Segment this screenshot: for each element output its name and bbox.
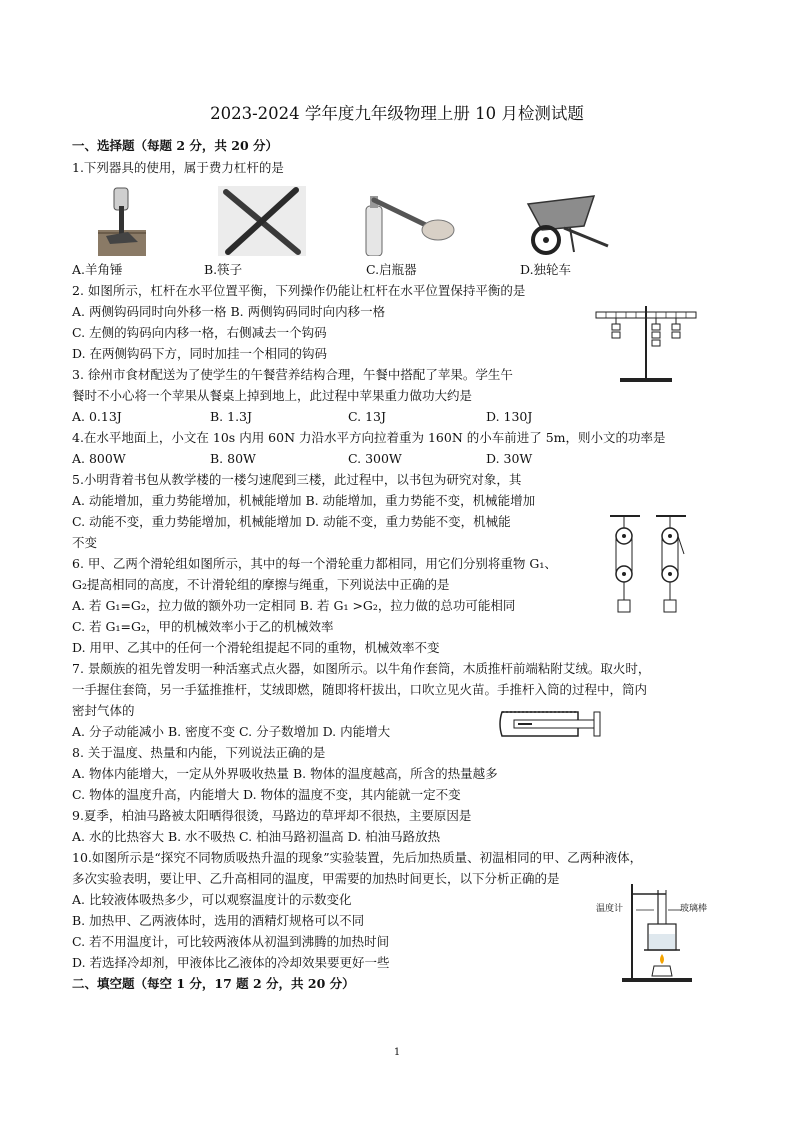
q8-options-cd: C. 物体的温度升高，内能增大 D. 物体的温度不变，其内能就一定不变: [72, 787, 461, 802]
glass-rod-label: 玻璃棒: [680, 904, 708, 914]
question-7-stem-line3: 密封气体的: [72, 703, 135, 718]
q1-option-a: A.羊角锤: [72, 262, 123, 277]
q1-option-c: C.启瓶器: [366, 262, 417, 277]
q3-option-d: D. 130J: [486, 409, 533, 424]
page-title: 2023-2024 学年度九年级物理上册 10 月检测试题: [210, 104, 584, 123]
lever-diagram: [592, 302, 702, 386]
heating-apparatus-diagram: [596, 880, 720, 986]
question-5-stem: 5.小明背着书包从教学楼的一楼匀速爬到三楼，此过程中，以书包为研究对象，其: [72, 472, 522, 487]
q10-option-d: D. 若选择冷却剂，甲液体比乙液体的冷却效果要更好一些: [72, 955, 390, 970]
q4-option-a: A. 800W: [72, 451, 126, 466]
q4-option-c: C. 300W: [348, 451, 402, 466]
q2-option-d: D. 在两侧钩码下方，同时加挂一个相同的钩码: [72, 346, 328, 361]
q4-option-b: B. 80W: [210, 451, 256, 466]
q2-option-c: C. 左侧的钩码向内移一格，右侧减去一个钩码: [72, 325, 327, 340]
q6-option-d: D. 用甲、乙其中的任何一个滑轮组提起不同的重物，机械效率不变: [72, 640, 440, 655]
q6-option-c: C. 若 G₁=G₂，甲的机械效率小于乙的机械效率: [72, 619, 334, 634]
q9-options: A. 水的比热容大 B. 水不吸热 C. 柏油马路初温高 D. 柏油马路放热: [72, 829, 441, 844]
q10-option-a: A. 比较液体吸热多少，可以观察温度计的示数变化: [72, 892, 352, 907]
page-number: 1: [393, 1047, 401, 1058]
bottle-opener-image: [362, 190, 458, 256]
q8-options-ab: A. 物体内能增大，一定从外界吸收热量 B. 物体的温度越高，所含的热量越多: [72, 766, 498, 781]
q6-options-ab: A. 若 G₁=G₂，拉力做的额外功一定相同 B. 若 G₁ >G₂，拉力做的总功可能相同: [72, 598, 516, 613]
q10-option-b: B. 加热甲、乙两液体时，选用的酒精灯规格可以不同: [72, 913, 365, 928]
hammer-image: [98, 186, 146, 256]
q5-options-cd: C. 动能不变，重力势能增加，机械能增加 D. 动能不变，重力势能不变，机械能: [72, 514, 511, 529]
q5-options-cd-cont: 不变: [72, 535, 98, 550]
question-7-stem-line2: 一手握住套筒，另一手猛推推杆，艾绒即燃，随即将杆拔出，口吹立见火苗。手推杆入筒的过程中，筒内: [72, 682, 648, 697]
q3-option-c: C. 13J: [348, 409, 386, 424]
q3-option-b: B. 1.3J: [210, 409, 253, 424]
pulley-diagram: [600, 512, 700, 622]
question-6-stem-line2: G₂提高相同的高度，不计滑轮组的摩擦与绳重，下列说法中正确的是: [72, 577, 450, 592]
q2-option-ab: A. 两侧钩码同时向外移一格 B. 两侧钩码同时向内移一格: [72, 304, 386, 319]
question-6-stem-line1: 6. 甲、乙两个滑轮组如图所示，其中的每一个滑轮重力都相同，用它们分别将重物 G₁、: [72, 556, 557, 571]
question-9-stem: 9.夏季，柏油马路被太阳晒得很烫，马路边的草坪却不很热，主要原因是: [72, 808, 472, 823]
fire-piston-diagram: [498, 706, 604, 742]
section-heading-choice: 一、选择题（每题 2 分，共 20 分）: [72, 138, 279, 153]
question-2-stem: 2. 如图所示，杠杆在水平位置平衡，下列操作仍能让杠杆在水平位置保持平衡的是: [72, 283, 526, 298]
q4-option-d: D. 30W: [486, 451, 533, 466]
wheelbarrow-image: [524, 186, 610, 258]
q1-option-b: B.筷子: [204, 262, 243, 277]
question-1-stem: 1.下列器具的使用，属于费力杠杆的是: [72, 160, 284, 175]
question-10-stem-line1: 10.如图所示是“探究不同物质吸热升温的现象”实验装置，先后加热质量、初温相同的甲、乙两种液体，: [72, 850, 643, 865]
thermometer-label: 温度计: [596, 904, 624, 914]
chopsticks-image: [218, 186, 306, 256]
question-4-stem: 4.在水平地面上，小文在 10s 内用 60N 力沿水平方向拉着重为 160N 的小车前进了 5m，则小文的功率是: [72, 430, 666, 445]
section-heading-fill-in: 二、填空题（每空 1 分，17 题 2 分，共 20 分）: [72, 976, 355, 991]
question-3-stem-line1: 3. 徐州市食材配送为了使学生的午餐营养结构合理，午餐中搭配了苹果。学生午: [72, 367, 513, 382]
question-10-stem-line2: 多次实验表明，要让甲、乙升高相同的温度，甲需要的加热时间更长，以下分析正确的是: [72, 871, 560, 886]
q7-options: A. 分子动能减小 B. 密度不变 C. 分子数增加 D. 内能增大: [72, 724, 391, 739]
question-7-stem-line1: 7. 景颇族的祖先曾发明一种活塞式点火器，如图所示。以牛角作套筒，木质推杆前端粘附艾绒。取火时，: [72, 661, 651, 676]
q5-options-ab: A. 动能增加，重力势能增加，机械能增加 B. 动能增加，重力势能不变，机械能增加: [72, 493, 536, 508]
question-3-stem-line2: 餐时不小心将一个苹果从餐桌上掉到地上，此过程中苹果重力做功大约是: [72, 388, 473, 403]
q3-option-a: A. 0.13J: [72, 409, 122, 424]
q1-option-d: D.独轮车: [520, 262, 572, 277]
question-8-stem: 8. 关于温度、热量和内能，下列说法正确的是: [72, 745, 326, 760]
q10-option-c: C. 若不用温度计，可比较两液体从初温到沸腾的加热时间: [72, 934, 390, 949]
